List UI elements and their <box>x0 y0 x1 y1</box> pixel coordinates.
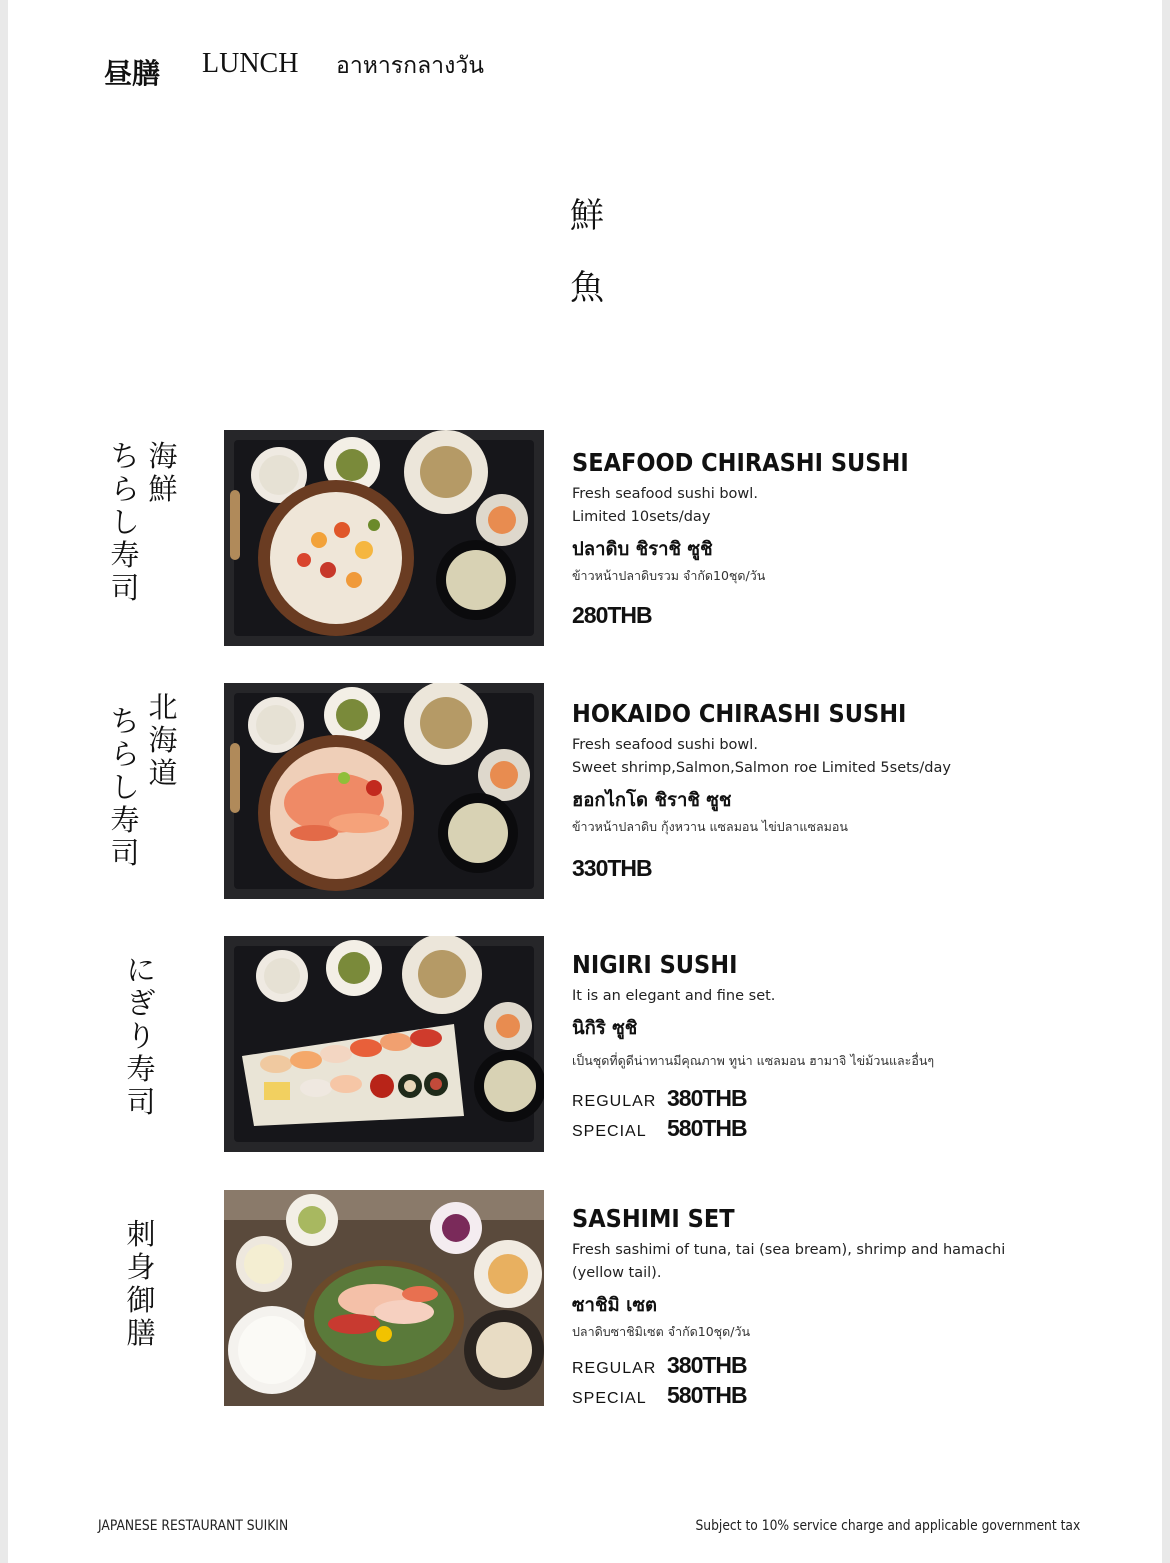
item-desc-th: ข้าวหน้าปลาดิบ กุ้งหวาน แซลมอน ไข่ปลาแซลมอน <box>572 819 848 834</box>
item-price: 330THB <box>572 855 652 881</box>
vertical-label-col <box>146 691 180 870</box>
header-title-en: LUNCH <box>202 48 299 79</box>
price-label: REGULAR <box>572 1360 657 1377</box>
price-row-special <box>572 1115 1132 1145</box>
label-char: し <box>110 770 140 804</box>
item-name-th: ซาชิมิ เซต <box>572 1295 658 1316</box>
label-char: 鮮 <box>148 472 178 506</box>
label-char: ら <box>110 737 140 771</box>
label-char: 海 <box>148 723 178 757</box>
item-desc-line: Fresh seafood sushi bowl. <box>572 486 758 502</box>
item-info <box>572 950 1132 1145</box>
item-desc-line: Limited 10sets/day <box>572 509 711 525</box>
item-desc-th: ข้าวหน้าปลาดิบรวม จำกัด10ชุด/วัน <box>572 568 766 583</box>
label-char: ぎ <box>126 986 156 1020</box>
label-char: 膳 <box>126 1316 156 1350</box>
item-desc-line: Sweet shrimp,Salmon,Salmon roe Limited 5sets/day <box>572 760 951 776</box>
price-label: SPECIAL <box>572 1123 647 1140</box>
price-value: 380THB <box>667 1352 747 1378</box>
header-title-jp: 昼膳 <box>104 57 161 90</box>
label-char: 刺 <box>126 1217 156 1251</box>
item-info <box>572 448 1132 629</box>
footer-service-note: Subject to 10% service charge and applicable government tax <box>695 1518 1080 1534</box>
price-row-special <box>572 1382 1132 1412</box>
item-desc-line: Fresh sashimi of tuna, tai (sea bream), shrimp and hamachi <box>572 1242 1006 1258</box>
label-char: 司 <box>110 836 140 870</box>
label-char: 御 <box>126 1283 156 1317</box>
item-price: 280THB <box>572 602 652 628</box>
price-label: REGULAR <box>572 1093 657 1110</box>
price-table <box>572 1085 1132 1145</box>
label-char: 北 <box>148 690 178 724</box>
item-vertical-label <box>108 440 180 605</box>
label-char: 身 <box>126 1250 156 1284</box>
item-name: HOKAIDO CHIRASHI SUSHI <box>572 699 907 728</box>
item-vertical-label <box>124 954 158 1119</box>
item-desc-line: (yellow tail). <box>572 1265 662 1281</box>
hokkaido-bowl-photo <box>224 683 544 899</box>
chirashi-bowl-photo <box>224 430 544 646</box>
section-title-char: 魚 <box>570 268 604 308</box>
vertical-label-col <box>124 1218 158 1350</box>
vertical-label-col <box>108 440 142 605</box>
item-name: SEAFOOD CHIRASHI SUSHI <box>572 448 909 477</box>
label-char: 寿 <box>126 1052 156 1086</box>
price-value: 580THB <box>667 1382 747 1408</box>
label-char: ち <box>110 704 140 738</box>
header-title-th: อาหารกลางวัน <box>336 53 484 79</box>
nigiri-platter-photo <box>224 936 544 1152</box>
item-name-th: ปลาดิบ ชิราชิ ซูชิ <box>572 539 713 560</box>
price-row-regular <box>572 1085 1132 1115</box>
section-title-vertical <box>562 180 612 324</box>
item-desc-line: Fresh seafood sushi bowl. <box>572 737 758 753</box>
vertical-label-col <box>146 440 180 605</box>
item-desc-line: It is an elegant and fine set. <box>572 988 776 1004</box>
label-char: ち <box>110 439 140 473</box>
item-desc-th: ปลาดิบซาชิมิเซต จำกัด10ชุด/วัน <box>572 1324 751 1339</box>
label-char: に <box>126 953 156 987</box>
item-desc-th: เป็นชุดที่ดูดีน่าทานมีคุณภาพ ทูน่า แซลมอน ฮามาจิ ไข่ม้วนและอื่นๆ <box>572 1053 935 1068</box>
label-char: 司 <box>126 1085 156 1119</box>
price-value: 580THB <box>667 1115 747 1141</box>
item-name: NIGIRI SUSHI <box>572 950 738 979</box>
label-char: し <box>110 505 140 539</box>
menu-page <box>8 0 1162 1563</box>
item-name-th: ฮอกไกโด ชิราชิ ซูช <box>572 790 732 811</box>
price-table <box>572 1352 1132 1412</box>
sashimi-set-photo <box>224 1190 544 1406</box>
label-char: 司 <box>110 571 140 605</box>
label-char: 寿 <box>110 803 140 837</box>
label-char: 道 <box>148 756 178 790</box>
item-name-th: นิกิริ ซูชิ <box>572 1018 638 1039</box>
label-char: り <box>126 1019 156 1053</box>
item-vertical-label <box>108 691 180 870</box>
item-vertical-label <box>124 1218 158 1350</box>
footer-restaurant-name: JAPANESE RESTAURANT SUIKIN <box>98 1518 289 1534</box>
vertical-label-col <box>124 954 158 1119</box>
item-name: SASHIMI SET <box>572 1204 735 1233</box>
section-title-char: 鮮 <box>570 196 604 236</box>
item-info <box>572 1204 1132 1412</box>
label-char: ら <box>110 472 140 506</box>
price-value: 380THB <box>667 1085 747 1111</box>
label-char: 寿 <box>110 538 140 572</box>
price-label: SPECIAL <box>572 1390 647 1407</box>
item-info <box>572 699 1132 882</box>
label-char: 海 <box>148 439 178 473</box>
vertical-label-col <box>108 705 142 870</box>
price-row-regular <box>572 1352 1132 1382</box>
